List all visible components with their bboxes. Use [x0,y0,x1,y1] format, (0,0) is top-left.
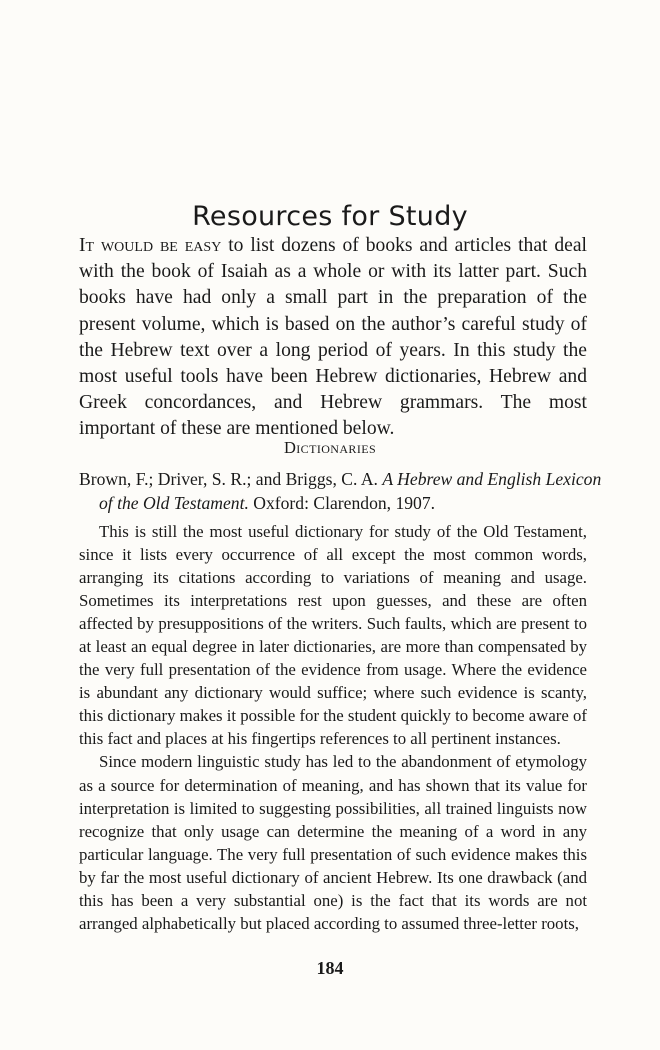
citation-work-title: A Hebrew and English Lexicon of the Old Testament. [99,469,602,513]
page-title: Resources for Study [192,201,468,233]
citation-authors: Brown, F.; Driver, S. R.; and Briggs, C. A. [79,469,383,489]
section-heading: Dictionaries [283,438,377,457]
citation-entry [79,467,607,515]
page-number: 184 [316,958,344,978]
body-text [79,520,587,935]
intro-lead-small-caps: It would be easy [79,235,222,256]
intro-text: to list dozens of books and articles that deal with the book of Isaiah as a whole or with its latter part. Such books have had only a small part in the preparation of the present volume, which is based on the author’s careful study of the Hebrew text over a long period of years. In this study the most useful tools have been Hebrew dictionaries, Hebrew and Greek concordances, and Hebrew grammars. The most important of these are mentioned below. [79,235,587,440]
body-paragraph-2: Since modern linguistic study has led to the abandonment of etymology as a source for determination of meaning, and has shown that its value for interpretation is limited to suggesting possibilities, all trained linguists now recognize that only usage can determine the meaning of a word in any particular language. The very full presentation of such evidence makes this by far the most useful dictionary of ancient Hebrew. Its one drawback (and this has been a very substantial one) is the fact that its words are not arranged alphabetically but placed according to assumed three-letter roots, [79,752,587,933]
body-paragraph-1: This is still the most useful dictionary for study of the Old Testament, since it lists every occurrence of all except the most common words, arranging its citations according to variations of meaning and usage. Sometimes its interpretations rest upon guesses, and these are often affected by presuppositions of the writers. Such faults, which are present to at least an equal degree in later dictionaries, are more than compensated by the very full presentation of the evidence from usage. Where the evidence is abundant any dictionary would suffice; where such evidence is scanty, this dictionary makes it possible for the student quickly to become aware of this fact and places at his fingertips references to all pertinent instances. [79,522,587,749]
intro-paragraph [79,233,587,443]
citation-publisher: Oxford: Clarendon, 1907. [248,493,436,513]
